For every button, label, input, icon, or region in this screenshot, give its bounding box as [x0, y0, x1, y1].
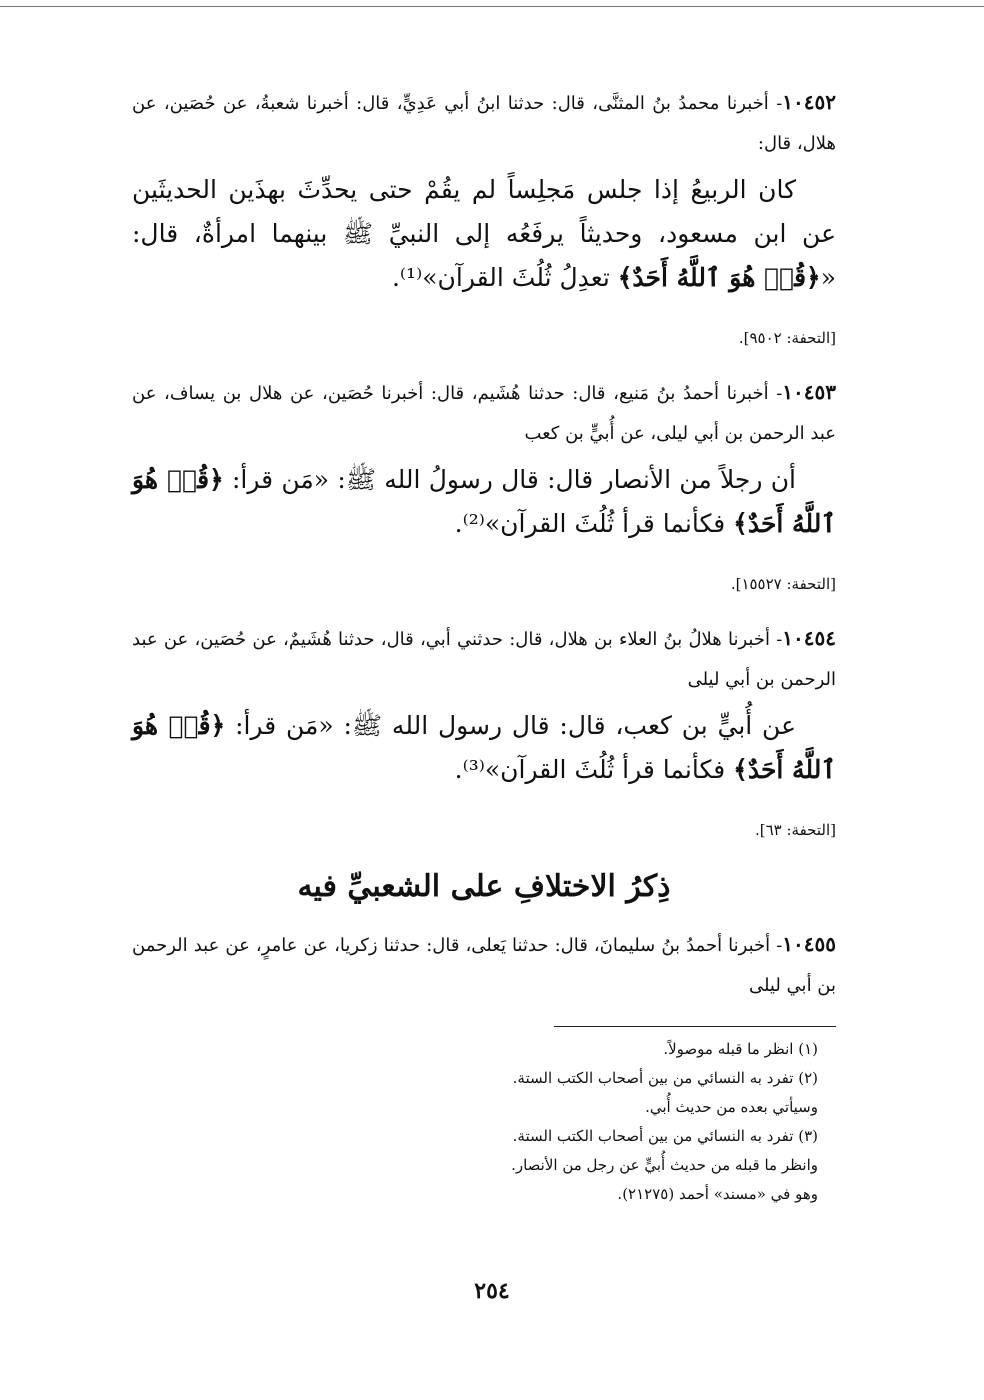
isnad-text: - أخبرنا هلالُ بنُ العلاء بن هلال، قال: حدثني أبي، قال، حدثنا هُشَيمٌ، عن حُصَين، عن عبد الرحمن بن أبي ليلى	[132, 629, 836, 690]
footnote-line: (٣) تفرد به النسائي من بين أصحاب الكتب الستة.	[512, 1127, 818, 1145]
hadith-10452	[132, 82, 836, 350]
hadith-matn	[132, 168, 836, 300]
isnad-text: - أخبرنا أحمدُ بنُ سليمانَ، قال: حدثنا يَعلى، قال: حدثنا زكريا، عن عامرٍ، عن عبد الرحمن بن أبي ليلى	[132, 935, 836, 996]
matn-text-before: كان الربيعُ إذا جلس مَجلِساً لم يقُمْ حتى يحدِّثَ بهذَين الحديثَين عن ابن مسعود، وحديثاً يرفَعُه إلى النبيِّ ﷺ بينهما امرأةٌ، قال: «	[132, 175, 836, 292]
hadith-10454	[132, 618, 836, 842]
page-number: ٢٥٤	[474, 1278, 510, 1304]
isnad-text: - أخبرنا أحمدُ بنُ مَنيع، قال: حدثنا هُشَيم، قال: أخبرنا حُصَين، عن هلال بن يساف، عن عبد الرحمن بن أبي ليلى، عن أُبيٍّ بن كعب	[132, 383, 836, 444]
hadith-number: ١٠٤٥٥	[782, 932, 836, 956]
isnad-text: - أخبرنا محمدُ بنُ المثنَّى، قال: حدثنا ابنُ أبي عَدِيٍّ، قال: أخبرنا شعبةُ، عن حُصَين، عن هلال، قال:	[132, 93, 836, 154]
matn-text-before: عن أُبيٍّ بن كعب، قال: قال رسول الله ﷺ: «مَن قرأ:	[225, 711, 797, 740]
matn-text-after: تعدِلُ ثُلُثَ القرآن»⁽¹⁾.	[391, 263, 618, 292]
footnote-line: (١) انظر ما قبله موصولاً.	[663, 1040, 818, 1058]
footnote-separator	[554, 1026, 836, 1027]
footnote-line: وهو في «مسند» أحمد (٢١٢٧٥).	[617, 1185, 818, 1203]
hadith-matn	[132, 704, 836, 792]
hadith-isnad	[132, 924, 836, 1006]
hadith-number: ١٠٤٥٤	[782, 626, 836, 650]
hadith-matn	[132, 458, 836, 546]
matn-text-after: فكأنما قرأ ثُلُثَ القرآن»⁽²⁾.	[454, 509, 734, 538]
matn-text-after: فكأنما قرأ ثُلُثَ القرآن»⁽³⁾.	[454, 755, 734, 784]
hadith-10455	[132, 924, 836, 1006]
quran-verse: ﴿قُلۡ هُوَ ٱللَّهُ أَحَدٌ﴾	[132, 711, 836, 784]
hadith-isnad	[132, 82, 836, 164]
tuhfa-reference: [التحفة: ٩٥٠٢].	[738, 329, 836, 347]
page-body	[132, 82, 836, 1209]
footnotes	[132, 1035, 836, 1209]
tuhfa-reference: [التحفة: ١٥٥٢٧].	[730, 575, 836, 593]
hadith-number: ١٠٤٥٢	[782, 90, 836, 114]
hadith-number: ١٠٤٥٣	[782, 380, 836, 404]
tuhfa-reference: [التحفة: ٦٣].	[754, 821, 836, 839]
section-heading: ذِكرُ الاختلافِ على الشعبيِّ فيه	[297, 869, 671, 904]
matn-text-before: أن رجلاً من الأنصار قال: قال رسولُ الله ﷺ: «مَن قرأ:	[223, 465, 796, 494]
top-edge-rule	[0, 6, 984, 7]
hadith-10453	[132, 372, 836, 596]
hadith-isnad	[132, 618, 836, 700]
footnote-line: (٢) تفرد به النسائي من بين أصحاب الكتب الستة.	[512, 1069, 818, 1087]
quran-verse: ﴿قُلۡ هُوَ ٱللَّهُ أَحَدٌ﴾	[617, 263, 821, 292]
footnote-line: وانظر ما قبله من حديث أُبيٍّ عن رجل من الأنصار.	[511, 1156, 818, 1174]
quran-verse: ﴿قُلۡ هُوَ ٱللَّهُ أَحَدٌ﴾	[132, 465, 836, 538]
footnote-line: وسيأتي بعده من حديث أُبي.	[645, 1098, 818, 1116]
hadith-isnad	[132, 372, 836, 454]
